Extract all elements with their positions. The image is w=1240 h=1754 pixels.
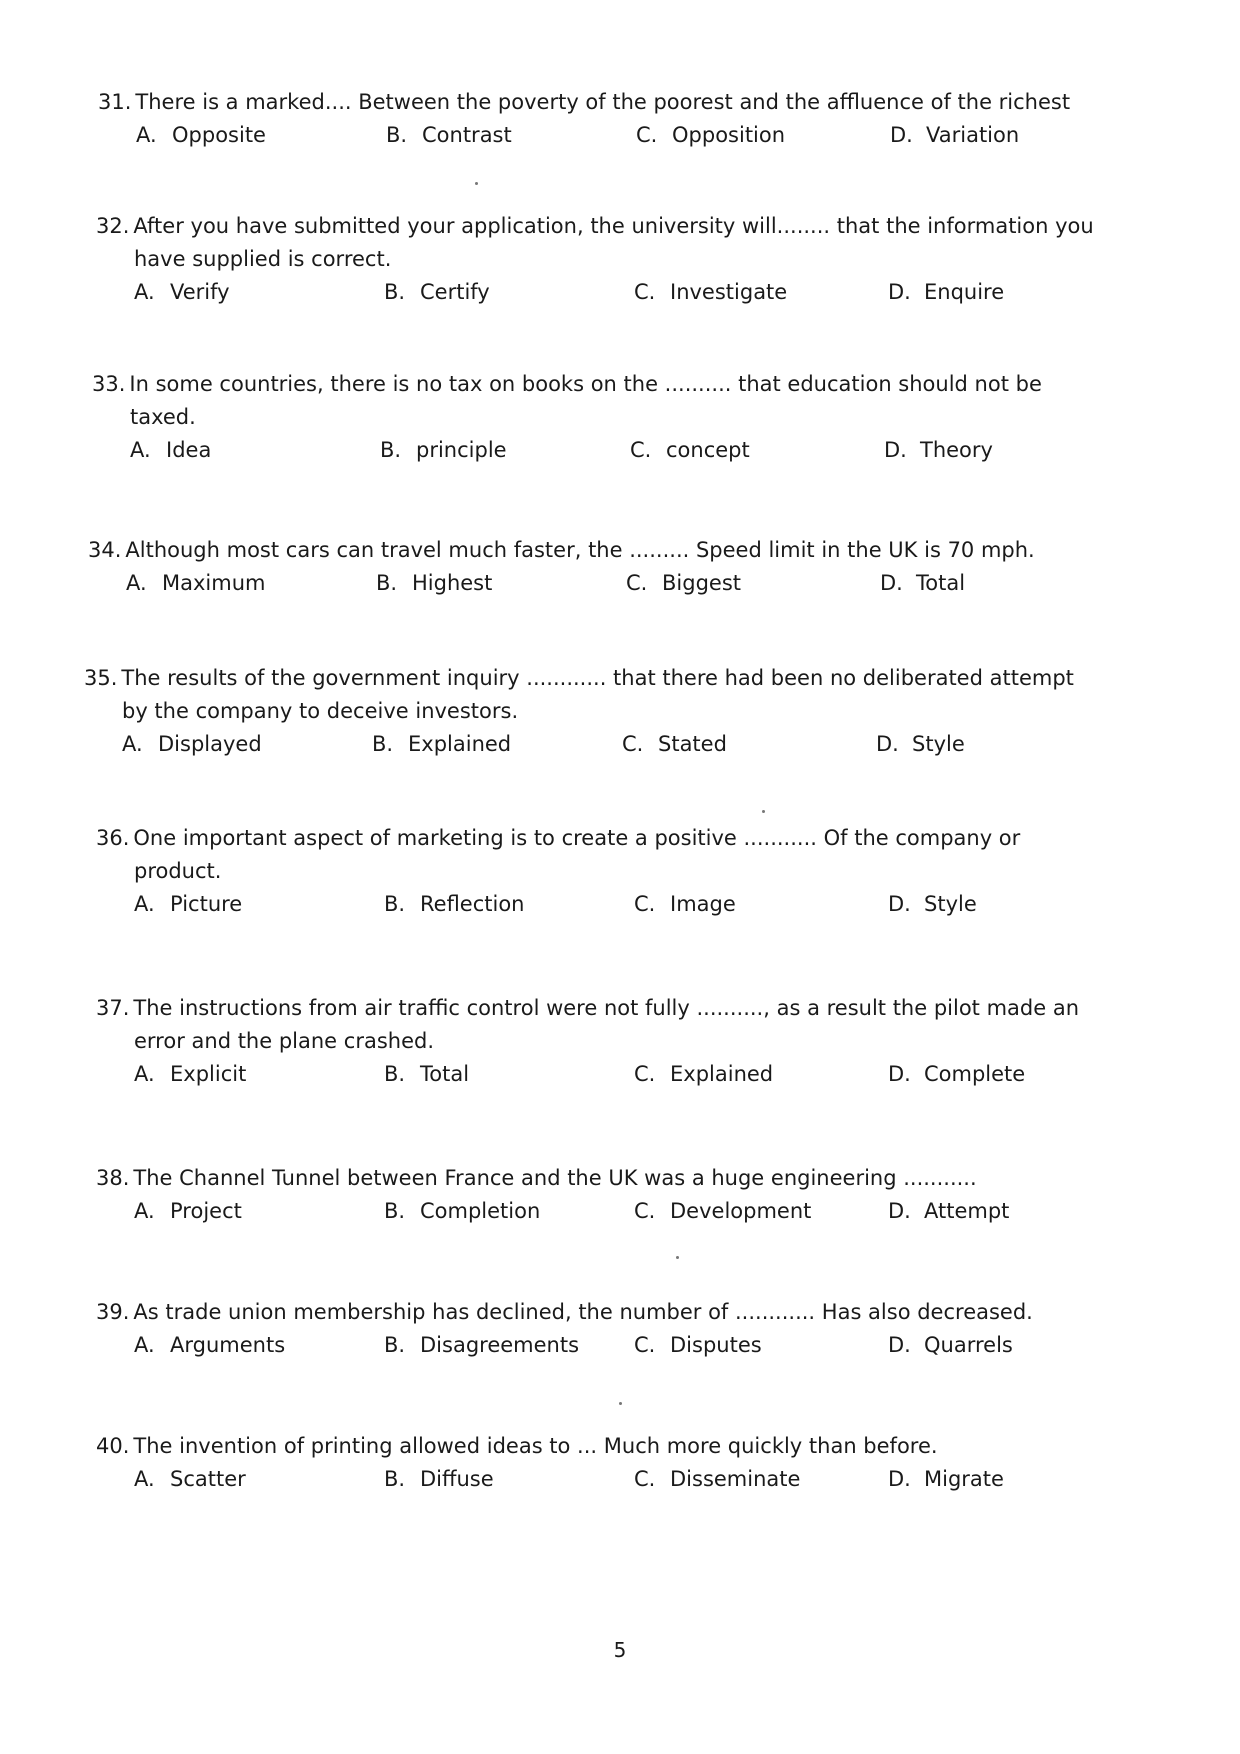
answer-options bbox=[88, 571, 1098, 605]
option-a[interactable]: A. Project bbox=[134, 1199, 242, 1223]
answer-options bbox=[98, 123, 1108, 157]
question-35 bbox=[84, 662, 1094, 766]
option-c[interactable]: C. Disseminate bbox=[634, 1467, 801, 1491]
question-stem bbox=[88, 534, 1098, 567]
option-d[interactable]: D. Migrate bbox=[888, 1467, 1004, 1491]
option-c[interactable]: C. Stated bbox=[622, 732, 727, 756]
option-b[interactable]: B. principle bbox=[380, 438, 507, 462]
question-text: One important aspect of marketing is to create a positive ........... Of the company or bbox=[133, 826, 1021, 850]
option-a[interactable]: A. Opposite bbox=[136, 123, 266, 147]
option-b[interactable]: B. Certify bbox=[384, 280, 490, 304]
question-stem bbox=[96, 822, 1106, 888]
question-39 bbox=[96, 1296, 1106, 1367]
scan-speck bbox=[475, 182, 478, 185]
question-text-continued: by the company to deceive investors. bbox=[122, 699, 519, 723]
question-number: 31. bbox=[98, 90, 132, 114]
question-34 bbox=[88, 534, 1098, 605]
option-a[interactable]: A. Idea bbox=[130, 438, 212, 462]
answer-options bbox=[96, 1467, 1106, 1501]
option-c[interactable]: C. Opposition bbox=[636, 123, 786, 147]
question-number: 40. bbox=[96, 1434, 130, 1458]
option-a[interactable]: A. Verify bbox=[134, 280, 230, 304]
scan-speck bbox=[762, 810, 765, 813]
question-number: 35. bbox=[84, 666, 118, 690]
option-c[interactable]: C. Disputes bbox=[634, 1333, 762, 1357]
question-text: There is a marked.... Between the poverty of the poorest and the affluence of the richest bbox=[135, 90, 1071, 114]
option-b[interactable]: B. Contrast bbox=[386, 123, 512, 147]
question-text-continued: have supplied is correct. bbox=[134, 247, 392, 271]
option-b[interactable]: B. Diffuse bbox=[384, 1467, 494, 1491]
answer-options bbox=[84, 732, 1094, 766]
option-b[interactable]: B. Highest bbox=[376, 571, 493, 595]
question-text-continued: error and the plane crashed. bbox=[134, 1029, 434, 1053]
option-c[interactable]: C. Development bbox=[634, 1199, 812, 1223]
question-32 bbox=[96, 210, 1106, 314]
answer-options bbox=[96, 1333, 1106, 1367]
question-stem bbox=[96, 1162, 1106, 1195]
option-a[interactable]: A. Explicit bbox=[134, 1062, 247, 1086]
question-number: 37. bbox=[96, 996, 130, 1020]
option-b[interactable]: B. Total bbox=[384, 1062, 470, 1086]
question-text: The instructions from air traffic control were not fully .........., as a result the pilot made an bbox=[133, 996, 1080, 1020]
page-number: 5 bbox=[613, 1638, 627, 1662]
question-stem bbox=[84, 662, 1094, 728]
answer-options bbox=[96, 280, 1106, 314]
option-a[interactable]: A. Picture bbox=[134, 892, 243, 916]
question-number: 39. bbox=[96, 1300, 130, 1324]
option-b[interactable]: B. Disagreements bbox=[384, 1333, 580, 1357]
option-c[interactable]: C. Investigate bbox=[634, 280, 788, 304]
option-a[interactable]: A. Arguments bbox=[134, 1333, 286, 1357]
scan-speck bbox=[676, 1256, 679, 1259]
option-a[interactable]: A. Scatter bbox=[134, 1467, 246, 1491]
question-stem bbox=[98, 86, 1108, 119]
question-36 bbox=[96, 822, 1106, 926]
answer-options bbox=[96, 1199, 1106, 1233]
question-37 bbox=[96, 992, 1106, 1096]
question-number: 34. bbox=[88, 538, 122, 562]
question-number: 36. bbox=[96, 826, 130, 850]
question-stem bbox=[92, 368, 1102, 434]
question-stem bbox=[96, 992, 1106, 1058]
question-text-continued: product. bbox=[134, 859, 222, 883]
option-d[interactable]: D. Variation bbox=[890, 123, 1020, 147]
question-text: In some countries, there is no tax on books on the .......... that education should not be bbox=[129, 372, 1042, 396]
option-c[interactable]: C. Biggest bbox=[626, 571, 741, 595]
question-text: Although most cars can travel much faster, the ......... Speed limit in the UK is 70 mph. bbox=[125, 538, 1035, 562]
option-c[interactable]: C. concept bbox=[630, 438, 750, 462]
option-d[interactable]: D. Theory bbox=[884, 438, 993, 462]
option-c[interactable]: C. Image bbox=[634, 892, 736, 916]
scan-speck bbox=[619, 1402, 622, 1405]
question-text: The Channel Tunnel between France and the UK was a huge engineering ........... bbox=[133, 1166, 977, 1190]
question-stem bbox=[96, 1430, 1106, 1463]
question-number: 33. bbox=[92, 372, 126, 396]
option-d[interactable]: D. Style bbox=[876, 732, 965, 756]
question-stem bbox=[96, 210, 1106, 276]
answer-options bbox=[96, 1062, 1106, 1096]
question-text-continued: taxed. bbox=[130, 405, 196, 429]
option-d[interactable]: D. Attempt bbox=[888, 1199, 1010, 1223]
option-b[interactable]: B. Completion bbox=[384, 1199, 541, 1223]
answer-options bbox=[96, 892, 1106, 926]
question-text: As trade union membership has declined, the number of ............ Has also decreased. bbox=[133, 1300, 1033, 1324]
option-d[interactable]: D. Complete bbox=[888, 1062, 1026, 1086]
option-d[interactable]: D. Total bbox=[880, 571, 966, 595]
answer-options bbox=[92, 438, 1102, 472]
option-a[interactable]: A. Maximum bbox=[126, 571, 266, 595]
question-number: 38. bbox=[96, 1166, 130, 1190]
option-b[interactable]: B. Explained bbox=[372, 732, 512, 756]
question-38 bbox=[96, 1162, 1106, 1233]
question-stem bbox=[96, 1296, 1106, 1329]
option-d[interactable]: D. Style bbox=[888, 892, 977, 916]
option-c[interactable]: C. Explained bbox=[634, 1062, 774, 1086]
question-33 bbox=[92, 368, 1102, 472]
question-text: The invention of printing allowed ideas to ... Much more quickly than before. bbox=[133, 1434, 938, 1458]
question-40 bbox=[96, 1430, 1106, 1501]
option-d[interactable]: D. Quarrels bbox=[888, 1333, 1013, 1357]
question-text: After you have submitted your application, the university will........ that the information you bbox=[133, 214, 1094, 238]
question-number: 32. bbox=[96, 214, 130, 238]
option-b[interactable]: B. Reflection bbox=[384, 892, 525, 916]
question-text: The results of the government inquiry ............ that there had been no deliberated attempt bbox=[121, 666, 1074, 690]
option-d[interactable]: D. Enquire bbox=[888, 280, 1005, 304]
question-31 bbox=[98, 86, 1108, 157]
option-a[interactable]: A. Displayed bbox=[122, 732, 262, 756]
